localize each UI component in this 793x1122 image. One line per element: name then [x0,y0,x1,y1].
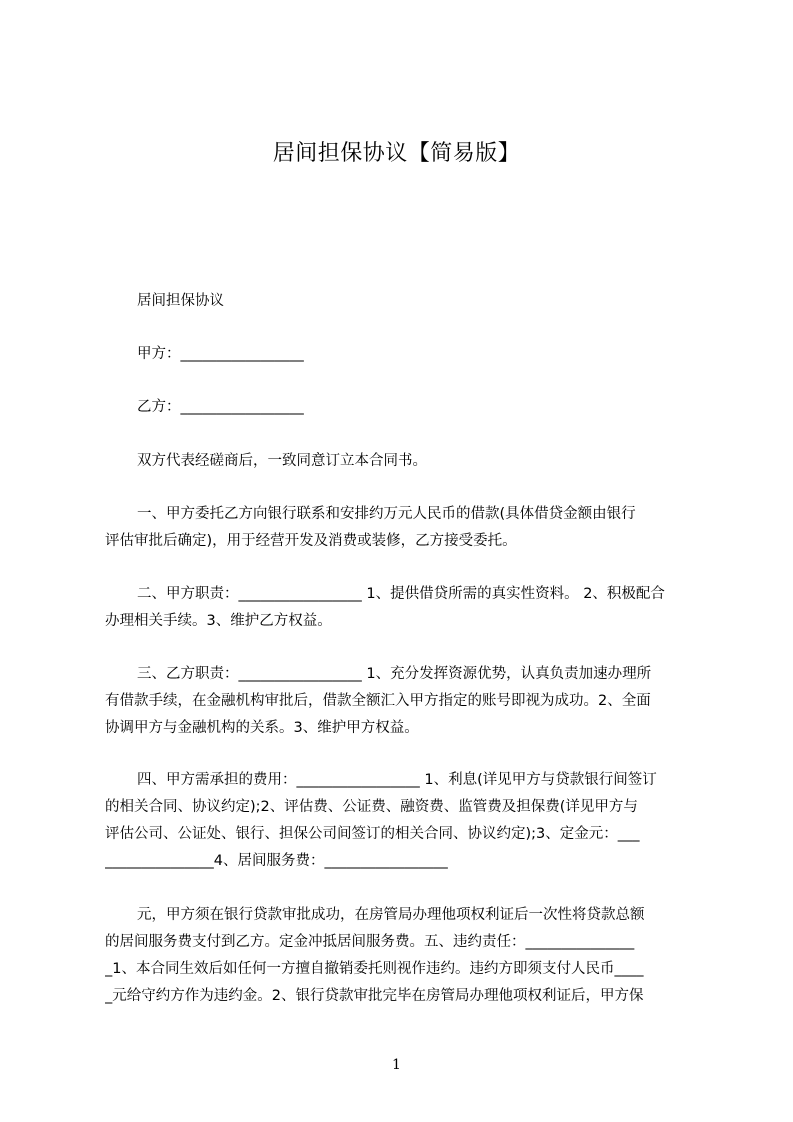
party-b-line [105,394,737,421]
clause-1-paragraph [105,501,705,555]
clause-5-line: 的居间服务费支付到乙方。定金冲抵居间服务费。五、违约责任：_______________ [105,934,635,950]
clause-5-line: 元，甲方须在银行贷款审批成功，在房管局办理他项权利证后一次性将贷款总额 [137,907,645,923]
party-a-line [105,341,737,368]
document-title: 居间担保协议【简易版】 [272,141,521,166]
clause-4-line: 四、甲方需承担的费用：_________________ 1、利息(详见甲方与贷款银行间签订 [137,772,657,788]
party-a-text: 甲方：_________________ [137,346,304,362]
page-number: 1 [392,1057,401,1073]
clause-3-line: 三、乙方职责：_________________ 1、充分发挥资源优势，认真负责加速办理所 [137,666,652,682]
clause-2-line: 二、甲方职责：_________________ 1、提供借贷所需的真实性资料。 2、积极配合 [137,586,665,602]
clause-3-line: 有借款手续，在金融机构审批后，借款全额汇入甲方指定的账号即视为成功。2、全面 [105,693,651,709]
clause-1-line: 评估审批后确定)，用于经营开发及消费或装修，乙方接受委托。 [105,533,517,549]
agreement-heading-text: 居间担保协议 [137,293,224,309]
agreement-heading [105,288,737,315]
clause-4-paragraph [105,767,705,875]
clause-2-line: 办理相关手续。3、维护乙方权益。 [105,613,332,629]
clause-4-line: _______________4、居间服务费：_________________ [105,853,448,869]
clause-4-line: 的相关合同、协议约定);2、评估费、公证费、融资费、监管费及担保费(详见甲方与 [105,799,638,815]
party-b-text: 乙方：_________________ [137,399,304,415]
clause-3-line: 协调甲方与金融机构的关系。3、维护甲方权益。 [105,720,419,736]
clause-5-paragraph [105,902,705,1010]
clause-4-line: 评估公司、公证处、银行、担保公司间签订的相关合同、协议约定);3、定金元：___ [105,826,640,842]
clause-3-paragraph [105,661,705,742]
intro-text: 双方代表经磋商后，一致同意订立本合同书。 [137,453,427,469]
clause-5-line: _元给守约方作为违约金。2、银行贷款审批完毕在房管局办理他项权利证后，甲方保 [105,988,644,1004]
intro-paragraph [105,448,737,475]
clause-5-line: _1、本合同生效后如任何一方擅自撤销委托则视作违约。违约方即须支付人民币____ [105,961,644,977]
clause-1-line: 一、甲方委托乙方向银行联系和安排约万元人民币的借款(具体借贷金额由银行 [137,506,636,522]
clause-2-paragraph [105,581,705,635]
